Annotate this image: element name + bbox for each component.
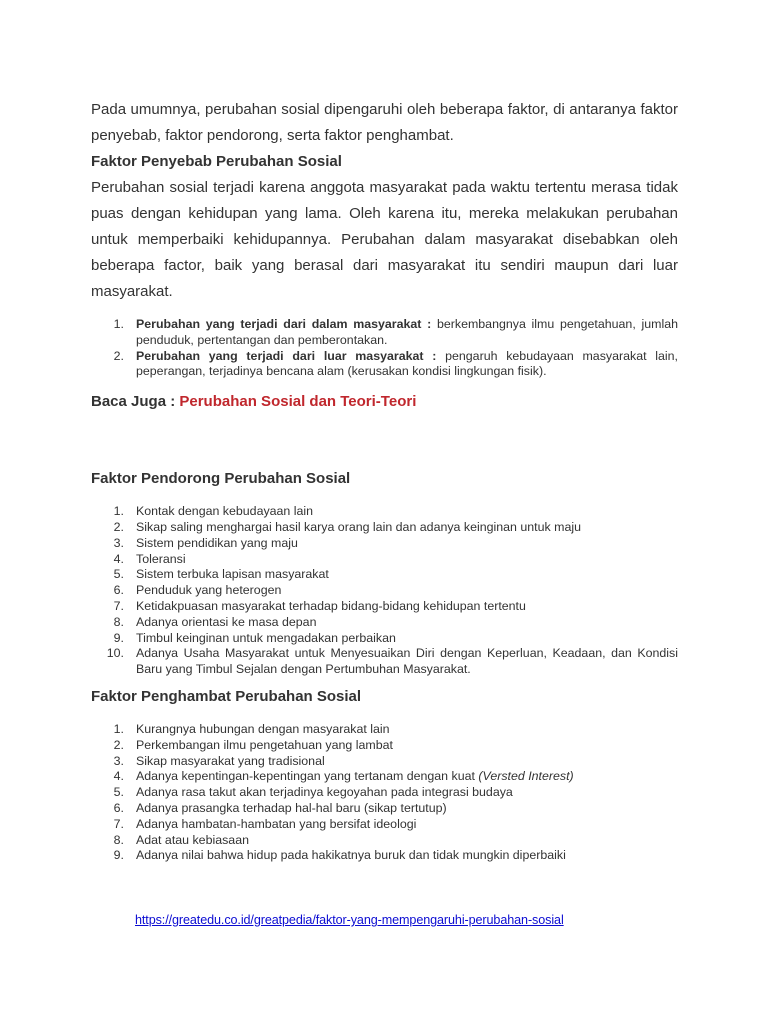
list-item xyxy=(91,520,678,536)
list-item xyxy=(91,738,678,754)
item-text: pengaruh kebudayaan masyarakat lain, peperangan, terjadinya bencana alam (kerusakan kondisi lingkungan fisik). xyxy=(136,348,678,379)
item-text: Adanya rasa takut akan terjadinya kegoyahan pada integrasi budaya xyxy=(136,785,513,800)
item-text: Adanya nilai bahwa hidup pada hakikatnya buruk dan tidak mungkin diperbaiki xyxy=(136,848,566,863)
heading-pendorong: Faktor Pendorong Perubahan Sosial xyxy=(91,470,351,488)
list-item xyxy=(91,754,678,770)
item-text: Sistem terbuka lapisan masyarakat xyxy=(136,567,329,582)
baca-juga xyxy=(91,389,678,415)
penghambat-list xyxy=(91,722,678,864)
list-number: 3. xyxy=(113,535,124,550)
list-number: 2. xyxy=(113,519,124,534)
item-text: Adanya hambatan-hambatan yang bersifat ideologi xyxy=(136,816,417,831)
list-number: 8. xyxy=(113,832,124,847)
item-italic-text: (Versted Interest) xyxy=(478,769,574,784)
list-item xyxy=(91,769,678,785)
list-number: 1. xyxy=(113,504,124,519)
list-item xyxy=(91,631,678,647)
item-bold-label: Perubahan yang terjadi dari luar masyarakat : xyxy=(136,348,437,363)
item-text: Ketidakpuasan masyarakat terhadap bidang-bidang kehidupan tertentu xyxy=(136,598,526,613)
list-item xyxy=(91,615,678,631)
list-item xyxy=(91,722,678,738)
document-page xyxy=(91,97,678,929)
item-text: Sistem pendidikan yang maju xyxy=(136,535,298,550)
item-text: Kurangnya hubungan dengan masyarakat lain xyxy=(136,721,390,736)
list-number: 7. xyxy=(113,816,124,831)
item-bold-label: Perubahan yang terjadi dari dalam masyarakat : xyxy=(136,317,432,331)
list-number: 5. xyxy=(113,567,124,582)
list-number: 4. xyxy=(113,769,124,784)
list-number: 1. xyxy=(113,721,124,736)
list-number: 7. xyxy=(113,598,124,613)
list-number: 9. xyxy=(113,848,124,863)
list-item xyxy=(91,536,678,552)
list-item xyxy=(91,599,678,615)
list-number: 8. xyxy=(113,614,124,629)
item-text: Sikap masyarakat yang tradisional xyxy=(136,753,325,768)
pendorong-list xyxy=(91,504,678,678)
penyebab-paragraph: Perubahan sosial terjadi karena anggota masyarakat pada waktu tertentu merasa tidak puas dengan kehidupan yang lama. Oleh karena itu, mereka melakukan perubahan untuk memperbaiki kehidupannya. Perubahan dalam masyarakat disebabkan oleh beberapa factor, baik yang berasal dari masyarakat itu sendiri maupun dari luar masyarakat. xyxy=(91,179,678,300)
list-item xyxy=(91,646,678,678)
list-item xyxy=(91,567,678,583)
list-item xyxy=(91,317,678,349)
list-number: 6. xyxy=(113,800,124,815)
item-text: Kontak dengan kebudayaan lain xyxy=(136,504,314,519)
item-text: Sikap saling menghargai hasil karya orang lain dan adanya keinginan untuk maju xyxy=(136,519,581,534)
item-text: Timbul keinginan untuk mengadakan perbaikan xyxy=(136,630,396,645)
item-text: Adanya prasangka terhadap hal-hal baru (sikap tertutup) xyxy=(136,800,447,815)
list-item xyxy=(91,801,678,817)
list-number: 6. xyxy=(113,583,124,598)
list-number: 3. xyxy=(113,753,124,768)
item-text: Perkembangan ilmu pengetahuan yang lambat xyxy=(136,737,393,752)
item-text: Adanya Usaha Masyarakat untuk Menyesuaikan Diri dengan Keperluan, Keadaan, dan Kondisi Baru yang Timbul Sejalan dengan Pertumbuhan Masyarakat. xyxy=(136,646,678,677)
list-number: 10. xyxy=(106,646,124,661)
list-item xyxy=(91,504,678,520)
list-item xyxy=(91,785,678,801)
list-number: 4. xyxy=(113,551,124,566)
item-text: Adanya orientasi ke masa depan xyxy=(136,614,317,629)
item-text: Penduduk yang heterogen xyxy=(136,583,282,598)
source-link-row xyxy=(91,911,678,929)
heading-penghambat: Faktor Penghambat Perubahan Sosial xyxy=(91,687,362,705)
item-text: Adat atau kebiasaan xyxy=(136,832,249,847)
intro-paragraph: Pada umumnya, perubahan sosial dipengaruhi oleh beberapa faktor, di antaranya faktor penyebab, faktor pendorong, serta faktor penghambat. xyxy=(91,101,678,144)
list-number: 2. xyxy=(113,737,124,752)
baca-juga-link[interactable]: Perubahan Sosial dan Teori-Teori xyxy=(179,393,417,411)
list-item xyxy=(91,817,678,833)
list-number: 1. xyxy=(113,317,124,331)
list-number: 2. xyxy=(113,348,124,363)
item-text: Toleransi xyxy=(136,551,186,566)
list-item xyxy=(91,552,678,568)
list-item xyxy=(91,583,678,599)
list-item xyxy=(91,349,678,381)
heading-penyebab: Faktor Penyebab Perubahan Sosial xyxy=(91,153,342,170)
list-number: 5. xyxy=(113,785,124,800)
list-number: 9. xyxy=(113,630,124,645)
item-text: Adanya kepentingan-kepentingan yang tertanam dengan kuat xyxy=(136,769,479,784)
list-item xyxy=(91,833,678,849)
source-url-link[interactable]: https://greatedu.co.id/greatpedia/faktor-yang-mempengaruhi-perubahan-sosial xyxy=(135,913,564,928)
item-text: berkembangnya ilmu pengetahuan, jumlah penduduk, pertentangan dan pemberontakan. xyxy=(136,317,678,347)
penyebab-list xyxy=(91,317,678,380)
list-item xyxy=(91,848,678,864)
baca-juga-label: Baca Juga : xyxy=(91,393,180,411)
